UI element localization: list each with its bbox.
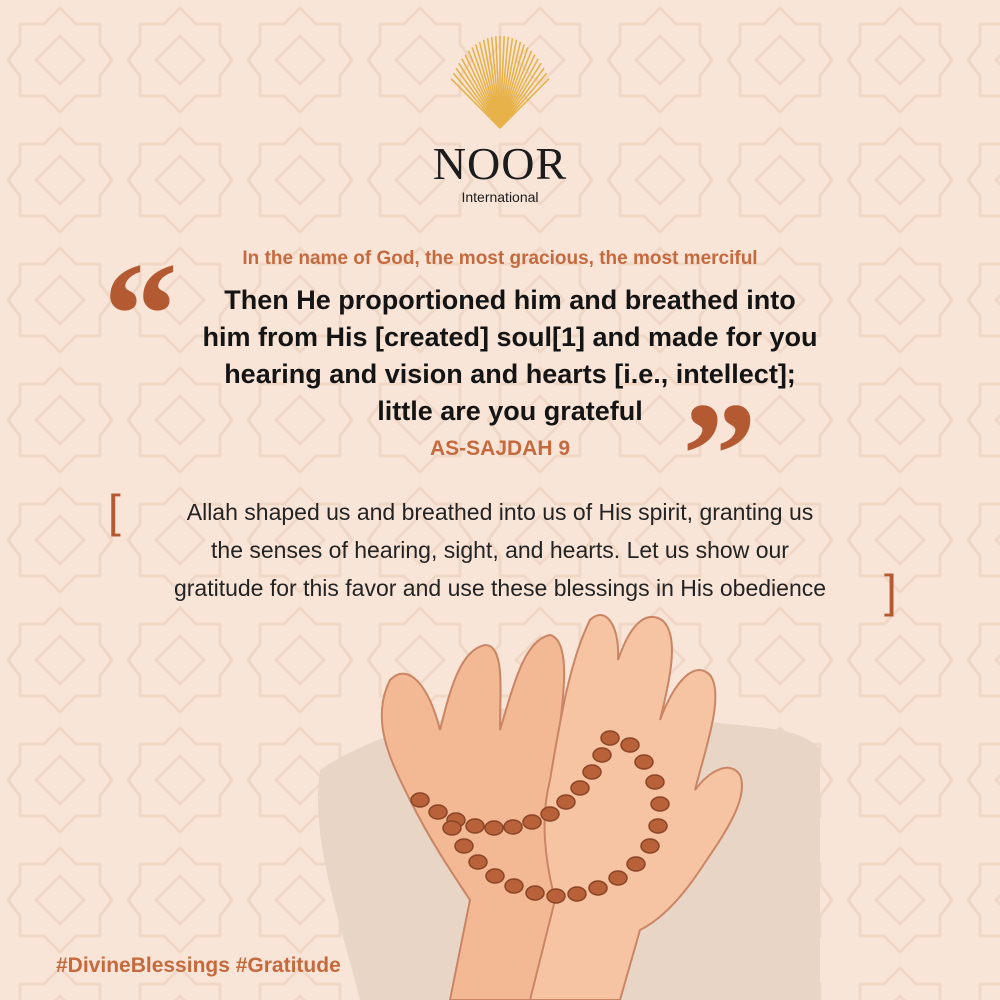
verse-reference: AS-SAJDAH 9: [429, 437, 571, 460]
sunburst-logo-icon: [440, 28, 560, 132]
open-quote-icon: “: [103, 232, 178, 398]
reflection-line-2: the senses of hearing, sight, and hearts. Let us show our: [211, 537, 789, 563]
close-bracket-icon: ]: [884, 565, 897, 617]
reflection-line-1: Allah shaped us and breathed into us of His spirit, granting us: [186, 499, 814, 525]
praying-hands-illustration: [300, 600, 820, 1000]
close-quote-icon: ”: [682, 372, 757, 538]
brand-subtitle: International: [461, 189, 539, 205]
brand-name: NOOR: [432, 138, 568, 189]
verse-line-3: hearing and vision and hearts [i.e., intellect];: [224, 359, 796, 389]
basmala-heading: In the name of God, the most gracious, the most merciful: [242, 248, 758, 269]
open-bracket-icon: [: [108, 485, 121, 537]
hashtags: #DivineBlessings #Gratitude: [56, 954, 341, 977]
verse-line-1: Then He proportioned him and breathed into: [224, 285, 796, 315]
reflection-line-3: gratitude for this favor and use these blessings in His obedience: [173, 575, 827, 601]
verse-line-2: him from His [created] soul[1] and made for you: [202, 322, 818, 352]
verse-line-4: little are you grateful: [377, 396, 643, 426]
